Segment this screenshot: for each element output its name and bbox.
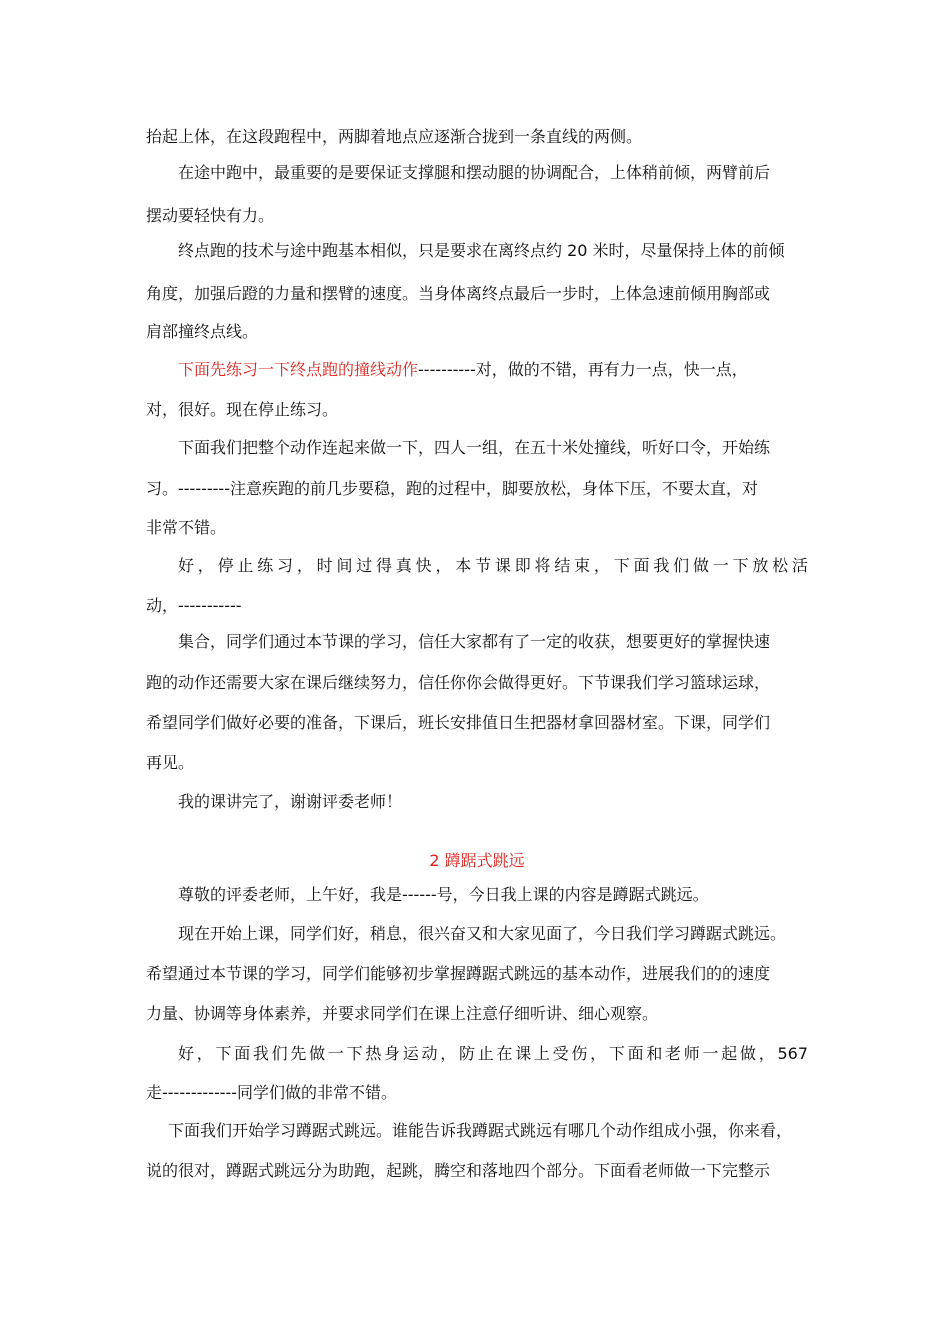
paragraph-line: 习。---------注意疾跑的前几步要稳，跑的过程中，脚要放松，身体下压，不要太直，对 (146, 479, 758, 498)
paragraph-line: 下面我们开始学习蹲踞式跳远。谁能告诉我蹲踞式跳远有哪几个动作组成小强，你来看， (168, 1121, 793, 1140)
paragraph-line: 好，下面我们先做一下热身运动，防止在课上受伤，下面和老师一起做，567 (178, 1044, 808, 1063)
paragraph-line: 尊敬的评委老师，上午好，我是------号，今日我上课的内容是蹲踞式跳远。 (178, 885, 709, 904)
paragraph-line: 现在开始上课，同学们好，稍息，很兴奋又和大家见面了，今日我们学习蹲踞式跳远。 (178, 924, 787, 943)
paragraph-line: 我的课讲完了，谢谢评委老师！ (178, 792, 403, 811)
paragraph-line: 动，----------- (146, 596, 242, 615)
paragraph-line: 说的很对，蹲踞式跳远分为助跑，起跳，腾空和落地四个部分。下面看老师做一下完整示 (146, 1161, 771, 1180)
paragraph-line: 再见。 (146, 753, 195, 772)
paragraph-line: 在途中跑中，最重要的是要保证支撑腿和摆动腿的协调配合，上体稍前倾，两臂前后 (178, 163, 771, 182)
section-heading: 2 蹲踞式跳远 (429, 851, 525, 870)
paragraph-line: 抬起上体，在这段跑程中，两脚着地点应逐渐合拢到一条直线的两侧。 (146, 127, 643, 146)
paragraph-line: 力量、协调等身体素养，并要求同学们在课上注意仔细听讲、细心观察。 (146, 1004, 659, 1023)
paragraph-line: 非常不错。 (146, 518, 227, 537)
paragraph-line: 好，停止练习，时间过得真快，本节课即将结束，下面我们做一下放松活 (178, 556, 808, 575)
paragraph-line: 对，很好。现在停止练习。 (146, 400, 339, 419)
paragraph-line: 集合，同学们通过本节课的学习，信任大家都有了一定的收获，想要更好的掌握快速 (178, 632, 771, 651)
paragraph-line: 角度，加强后蹬的力量和摆臂的速度。当身体离终点最后一步时，上体急速前倾用胸部或 (146, 284, 771, 303)
paragraph-line: 肩部撞终点线。 (146, 322, 259, 341)
paragraph-line: 跑的动作还需要大家在课后继续努力，信任你你会做得更好。下节课我们学习篮球运球， (146, 673, 771, 692)
paragraph-line: 摆动要轻快有力。 (146, 206, 275, 225)
paragraph-line: 希望通过本节课的学习，同学们能够初步掌握蹲踞式跳远的基本动作，进展我们的的速度 (146, 964, 771, 983)
paragraph-text: ----------对，做的不错，再有力一点，快一点， (418, 360, 748, 379)
paragraph-line: 走-------------同学们做的非常不错。 (146, 1083, 398, 1102)
paragraph-line: 终点跑的技术与途中跑基本相似，只是要求在离终点约 20 米时，尽量保持上体的前倾 (178, 241, 785, 260)
paragraph-line (178, 358, 808, 382)
paragraph-line: 下面我们把整个动作连起来做一下，四人一组，在五十米处撞线，听好口令，开始练 (178, 438, 771, 457)
highlighted-text: 下面先练习一下终点跑的撞线动作 (178, 360, 419, 379)
paragraph-line: 希望同学们做好必要的准备，下课后，班长安排值日生把器材拿回器材室。下课，同学们 (146, 713, 771, 732)
